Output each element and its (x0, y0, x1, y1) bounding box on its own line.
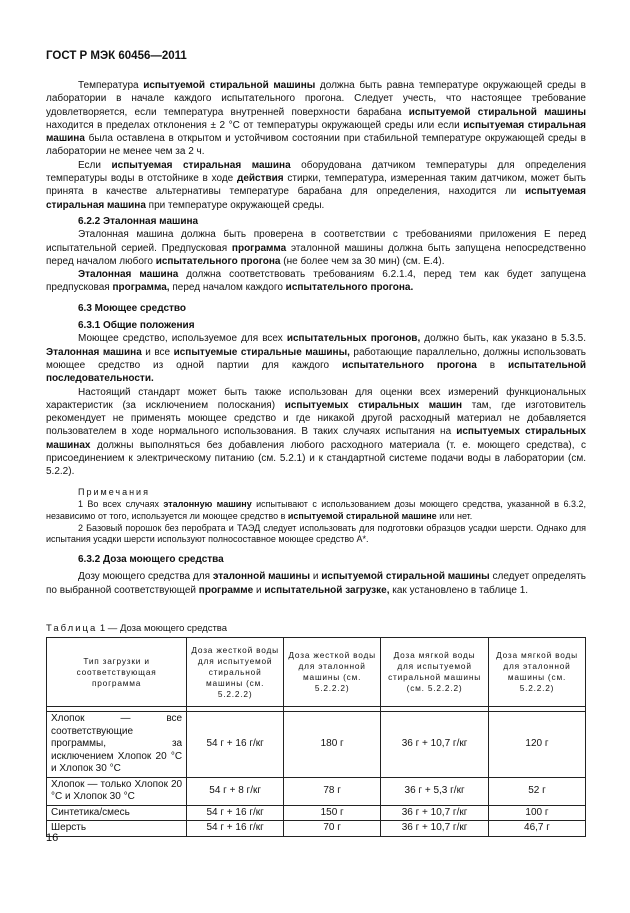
emphasized-term: действия (236, 173, 284, 185)
emphasized-term: испытательной последовательности. (46, 359, 587, 385)
paragraph (46, 159, 586, 212)
load-type-cell: Хлопок — только Хлопок 20 °С и Хлопок 30 °С (47, 777, 187, 805)
table-caption (46, 623, 227, 634)
text-run: (не более чем за 30 мин) (см. Е.4). (280, 255, 445, 267)
detergent-dose-table (46, 637, 586, 837)
emphasized-term: испытуемых стиральных машинах (46, 426, 586, 451)
paragraph (46, 570, 586, 597)
document-header: ГОСТ Р МЭК 60456—2011 (46, 50, 187, 62)
emphasized-term: испытуемая стиральная машина (111, 159, 291, 171)
text-run: как установлено в таблице 1. (389, 584, 529, 596)
emphasized-term: испытуемой стиральной машины (408, 106, 586, 118)
table-header-cell: Доза жесткой воды для эталонной машины (см. 5.2.2.2) (284, 638, 381, 707)
table-header-cell: Доза жесткой воды для испытуемой стиральной машины (см. 5.2.2.2) (187, 638, 284, 707)
dose-cell: 36 г + 10,7 г/кг (381, 712, 489, 778)
emphasized-term: испытуемой стиральной машины (321, 571, 490, 583)
text-run: следует определять по выбранной соответствующей (46, 571, 586, 596)
dose-cell: 54 г + 16 г/кг (187, 805, 284, 821)
table-row (47, 777, 586, 805)
table-header-cell: Доза мягкой воды для испытуемой стиральной машины (см. 5.2.2.2) (381, 638, 489, 707)
text-run: работающие параллельно, должны использовать моющее средство из одной партии для каждого (46, 346, 587, 371)
text-run: в (476, 359, 508, 371)
text-run: Настоящий стандарт может быть также использован для оценки всех измерений функциональных характеристик (за исключением полоскания) (46, 386, 586, 411)
dose-cell: 120 г (488, 712, 585, 778)
text-run: Дозу моющего средства для (78, 571, 213, 583)
document-body (46, 79, 586, 597)
text-run: перед началом каждого (169, 282, 286, 294)
emphasized-term: испытательного прогона. (285, 282, 414, 294)
dose-cell: 36 г + 5,3 г/кг (381, 777, 489, 805)
text-run: стирки, температура, измеренная таким датчиком, может быть принята в качестве альтернативы температуре барабана для определения, находится ли (46, 173, 586, 198)
dose-cell: 54 г + 8 г/кг (187, 777, 284, 805)
note (46, 499, 586, 523)
table-row (47, 821, 586, 837)
emphasized-term: испытательного прогона (341, 359, 477, 371)
text-run: 2 Базовый порошок без перобрата и ТАЭД следует использовать для подготовки образцов усадки шерсти. Однако для испытания усадки шерсти используют полносоставное моющее средство А*. (46, 522, 586, 545)
emphasized-term: испытательного прогона (155, 255, 281, 267)
dose-cell: 46,7 г (488, 821, 585, 837)
paragraph (46, 386, 586, 479)
emphasized-term: программе (198, 584, 254, 596)
emphasized-term: испытуемой стиральной машине (287, 510, 437, 521)
emphasized-term: Эталонная машина (46, 346, 142, 358)
text-run: там, где изготовитель рекомендует не применять моющее средство и где никакой другой расходный материал не добавляется пользователем в ходе нормального использования. В таких случаях испытания на (46, 399, 586, 438)
dose-cell: 100 г (488, 805, 585, 821)
table-header-cell: Доза мягкой воды для эталонной машины (см. 5.2.2.2) (488, 638, 585, 707)
emphasized-term: испытуемой стиральной машины (143, 80, 316, 91)
load-type-cell: Хлопок — все соответствующие программы, за исключением Хлопок 20 °С и Хлопок 30 °С (47, 712, 187, 778)
load-type-cell: Шерсть (47, 821, 187, 837)
dose-cell: 180 г (284, 712, 381, 778)
section-heading-6-3-2: 6.3.2 Доза моющего средства (78, 554, 224, 566)
emphasized-term: испытуемая стиральная машина (46, 119, 586, 145)
page-number: 16 (46, 832, 59, 844)
text-run: и (310, 571, 322, 583)
emphasized-term: испытуемая стиральная машина (46, 186, 586, 211)
emphasized-term: программа, (112, 282, 170, 294)
dose-cell: 54 г + 16 г/кг (187, 712, 284, 778)
text-run: и (253, 584, 265, 596)
text-run: должно быть, как указано в 5.3.5. (420, 333, 586, 345)
table-row (47, 712, 586, 778)
dose-cell: 52 г (488, 777, 585, 805)
paragraph (46, 332, 586, 385)
section-heading-6-2-2: 6.2.2 Эталонная машина (78, 215, 199, 227)
text-run: 1 Во всех случаях (78, 498, 164, 509)
note (46, 523, 586, 547)
text-run: Температура (78, 80, 144, 91)
text-run: Эталонная машина должна быть проверена в соответствии с требованиями приложения Е перед испытательной серией. Предпусковая (46, 229, 586, 254)
notes-title: Примечания (78, 486, 150, 497)
text-run: Если (78, 159, 112, 171)
table-header-row (47, 638, 586, 707)
table-caption-label: Таблица (46, 623, 98, 634)
text-run: Моющее средство, используемое для всех (78, 333, 287, 345)
text-run: оборудована датчиком температуры для определения температуры воды в отстойнике в ходе (46, 159, 587, 185)
table-row (47, 805, 586, 821)
text-run: должны выполняться без добавления любого расходного материала (т. е. моющего средства), с присоединением к электрическому питанию (см. 5.2.1) и к стандартной системе подачи воды в лаборатории (см. 5.2.2). (46, 439, 586, 478)
text-run: эталонной машины должна быть запущена непосредственно перед началом любого (46, 242, 586, 267)
section-heading-6-3: 6.3 Моющее средство (78, 302, 187, 314)
dose-cell: 70 г (284, 821, 381, 837)
emphasized-term: эталонную машину (163, 498, 252, 509)
text-run: и все (141, 346, 174, 358)
text-run: должна соответствовать требованиям 6.2.1.4, перед тем как будет запущена предпусковая (46, 269, 586, 294)
emphasized-term: Эталонная машина (78, 269, 179, 281)
load-type-cell: Синтетика/смесь (47, 805, 187, 821)
emphasized-term: испытуемые стиральные машины, (173, 346, 350, 358)
emphasized-term: испытательных прогонов, (286, 333, 421, 345)
paragraph (46, 79, 586, 159)
text-run: испытывают с использованием дозы моющего средства, указанной в 6.3.2, независимо от того, используется ли моющее средство в (46, 498, 586, 521)
dose-cell: 36 г + 10,7 г/кг (381, 821, 489, 837)
paragraph (46, 268, 586, 295)
text-run: находится в пределах отклонения ± 2 °С от температуры окружающей среды или если (46, 119, 464, 131)
emphasized-term: эталонной машины (212, 571, 311, 583)
paragraph (46, 228, 586, 268)
text-run: или нет. (436, 510, 473, 521)
table-header-cell: Тип загрузки и соответствующая программа (47, 638, 187, 707)
dose-cell: 78 г (284, 777, 381, 805)
dose-cell: 150 г (284, 805, 381, 821)
emphasized-term: испытательной загрузке, (264, 584, 390, 596)
table-caption-text: 1 — Доза моющего средства (97, 623, 228, 634)
text-run: должна быть равна температуре окружающей среды в лаборатории в начале каждого испытательного прогона. Следует учесть, что настоящее требование удовлетворяется, если температура внутренней поверхности барабана (46, 80, 586, 118)
emphasized-term: испытуемых стиральных машин (284, 399, 463, 411)
dose-cell: 36 г + 10,7 г/кг (381, 805, 489, 821)
text-run: была оставлена в открытом и устойчивом состоянии при стабильной температуре окружающей среды в лаборатории не менее чем за 2 ч. (46, 133, 586, 158)
section-heading-6-3-1: 6.3.1 Общие положения (78, 320, 195, 332)
emphasized-term: программа (231, 242, 287, 254)
text-run: при температуре окружающей среды. (145, 199, 325, 211)
dose-cell: 54 г + 16 г/кг (187, 821, 284, 837)
